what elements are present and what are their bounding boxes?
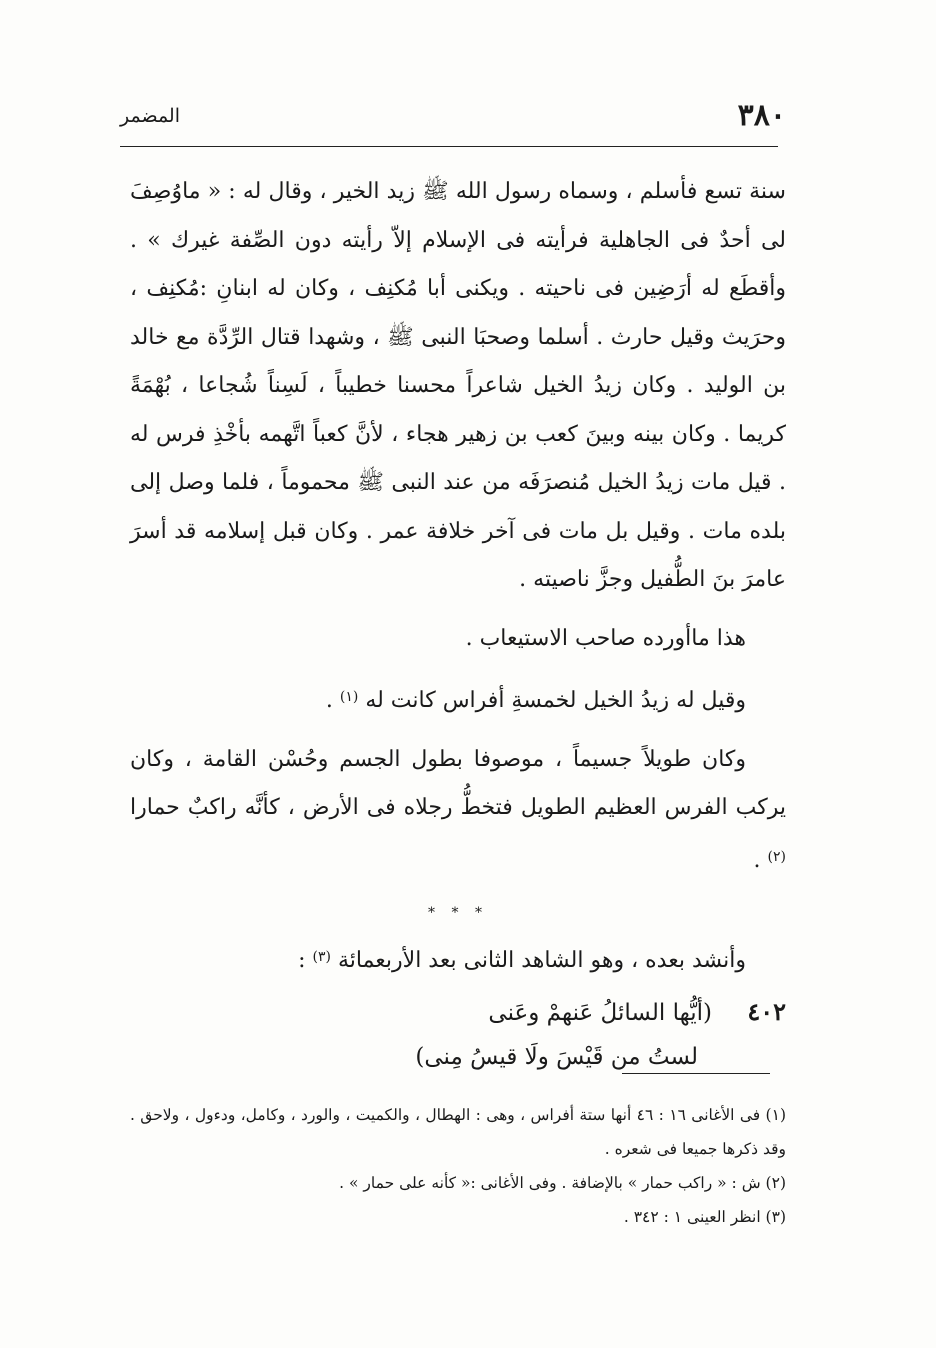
running-head: المضمر	[120, 105, 180, 127]
paragraph-end: :	[298, 948, 313, 973]
paragraph-verse-intro-text: وأنشد بعده ، وهو الشاهد الثانى بعد الأربعمائة	[337, 948, 746, 973]
paragraph-biography: سنة تسع فأسلم ، وسماه رسول الله ﷺ زيد الخير ، وقال له : « ماوُصِفَ لى أحدٌ فى الجاهلية فرأيته فى الإسلام إلاّ رأيته دون الصِّفة غيرك » . وأقطَع له أرَضِين فى ناحيته . ويكنى أبا مُكنِف ، وكان له ابنانِ :مُكنِف ، وحرَيث وقيل حارث . أسلما وصحبَا النبى ﷺ ، وشهدا قتال الرِّدَّة مع خالد بن الوليد . وكان زيدُ الخيل شاعراً محسنا خطيباً ، لَسِناً شُجاعا ، بُهْمَةً كريما . وكان بينه وبينَ كعب بن زهير هجاء ، لأنَّ كعباً اتَّهمه بأخْذِ فرس له . قيل مات زيدُ الخيل مُنصرَفَه من عند النبى ﷺ محموماً ، فلما وصل إلى بلده مات . وقيل بل مات فى آخر خلافة عمر . وكان قبل إسلامه قد أسرَ عامرَ بنَ الطُّفيل وجزَّ ناصيته .	[130, 179, 786, 592]
verse-block	[130, 990, 786, 1079]
page-number: ٣٨٠	[737, 98, 786, 133]
verse-line-second: لستُ من قَيْسَ ولَا قيسُ مِنى)	[415, 1043, 698, 1070]
page-header	[120, 96, 786, 136]
footnote-1: (١) فى الأغانى ١٦ : ٤٦ أنها ستة أفراس ، وهى : الهطال ، والكميت ، والورد ، وكامل، ودءول ، ولاحق . وقد ذكرها جميعا فى شعره .	[130, 1106, 786, 1158]
verse-line-first	[130, 990, 786, 1035]
main-text	[130, 168, 786, 1079]
footnote-ref-3: (٣)	[312, 949, 331, 965]
verse-first-hemistich: (أيُّها السائلُ عَنهمْ وعَنى	[488, 999, 712, 1026]
paragraph-name-origin	[130, 673, 786, 726]
paragraph-source: هذا ماأورده صاحب الاستيعاب .	[465, 625, 746, 651]
footnote-ref-2: (٢)	[767, 848, 786, 865]
verse-number: ٤٠٢	[747, 996, 786, 1026]
paragraph-name-origin-text: وقيل له زيدُ الخيل لخمسةِ أفراس كانت له	[365, 688, 746, 713]
footnote-rule	[622, 1073, 770, 1074]
footnotes	[130, 1098, 786, 1234]
paragraph-end: .	[325, 688, 340, 713]
paragraph-gap	[130, 663, 786, 673]
paragraph-gap	[130, 605, 786, 615]
paragraph-description	[130, 736, 786, 886]
header-rule	[120, 146, 778, 147]
paragraph-verse-intro	[130, 933, 786, 986]
paragraph-gap	[130, 726, 786, 736]
paragraph-end: .	[753, 847, 768, 873]
footnote-3: (٣) انظر العينى ١ : ٣٤٢ .	[623, 1208, 786, 1226]
footnote-2: (٢) ش : « راكب حمار » بالإضافة . وفى الأغانى :« كأنه على حمار » .	[339, 1174, 786, 1192]
section-separator: * * *	[428, 905, 488, 921]
footnote-ref-1: (١)	[339, 689, 359, 705]
paragraph-description-text: وكان طويلاً جسيماً ، موصوفا بطول الجسم وحُسْن القامة ، وكان يركب الفرس العظيم الطويل فتخطُّ رجلاه فى الأرض ، كأنَّه راكبٌ حمارا	[130, 746, 786, 820]
